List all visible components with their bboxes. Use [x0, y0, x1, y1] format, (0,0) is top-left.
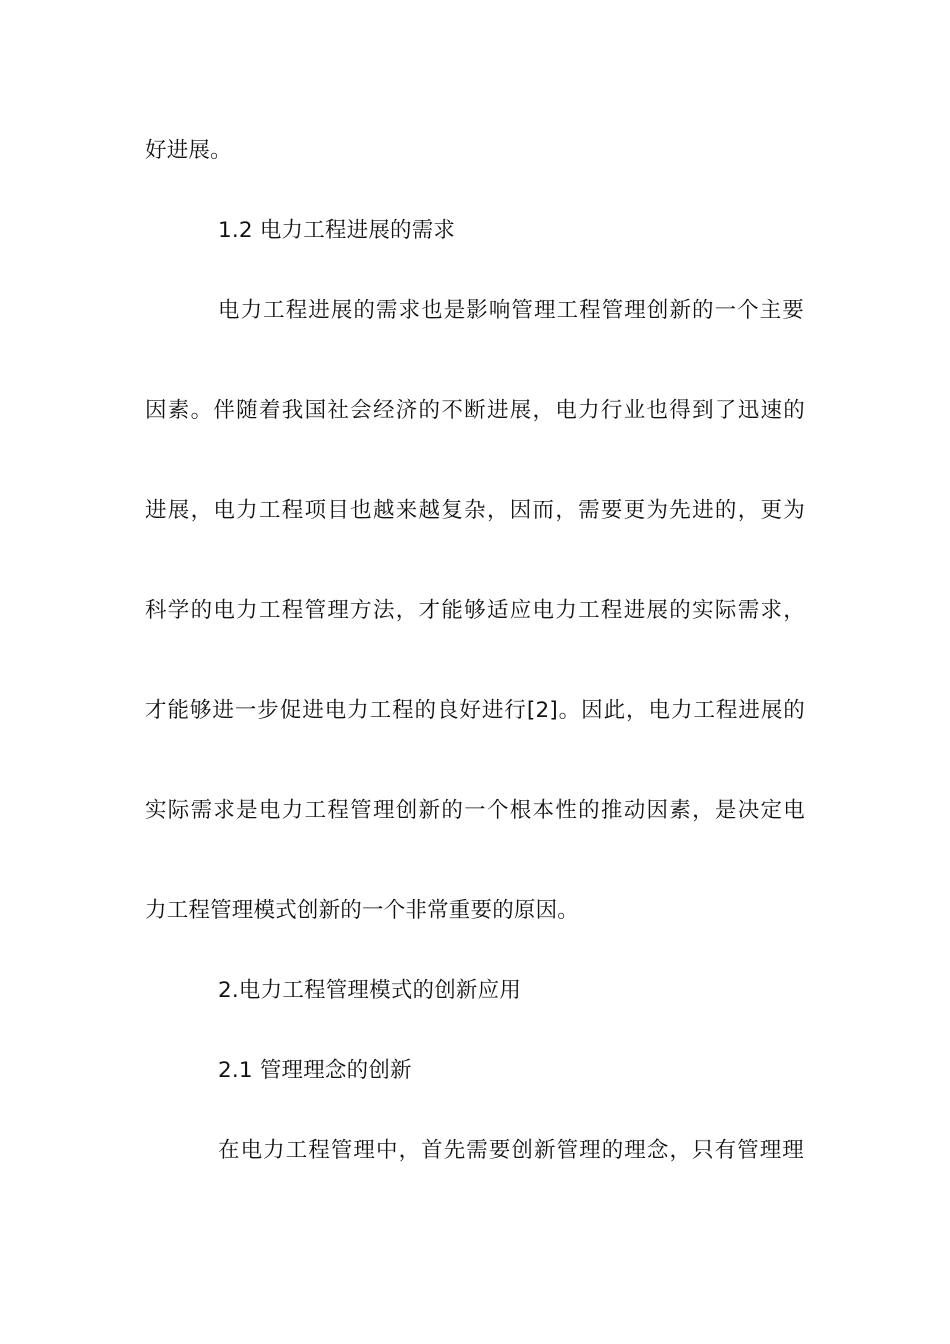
paragraph-end-line: 好进展。	[145, 138, 232, 163]
paragraph-line: 实际需求是电力工程管理创新的一个根本性的推动因素，是决定电	[145, 798, 805, 823]
paragraph-line: 科学的电力工程管理方法，才能够适应电力工程进展的实际需求，	[145, 598, 805, 623]
section-heading-1-2: 1.2 电力工程进展的需求	[218, 218, 456, 243]
section-heading-2-1: 2.1 管理理念的创新	[218, 1058, 412, 1083]
paragraph-line: 在电力工程管理中，首先需要创新管理的理念，只有管理理	[218, 1138, 804, 1163]
paragraph-line: 电力工程进展的需求也是影响管理工程管理创新的一个主要	[218, 298, 804, 323]
paragraph-line: 才能够进一步促进电力工程的良好进行[2]。因此，电力工程进展的	[145, 698, 805, 723]
paragraph-line: 因素。伴随着我国社会经济的不断进展，电力行业也得到了迅速的	[145, 398, 805, 423]
paragraph-line: 进展，电力工程项目也越来越复杂，因而，需要更为先进的，更为	[145, 498, 805, 523]
section-heading-2: 2.电力工程管理模式的创新应用	[218, 978, 522, 1003]
paragraph-line: 力工程管理模式创新的一个非常重要的原因。	[145, 898, 580, 923]
